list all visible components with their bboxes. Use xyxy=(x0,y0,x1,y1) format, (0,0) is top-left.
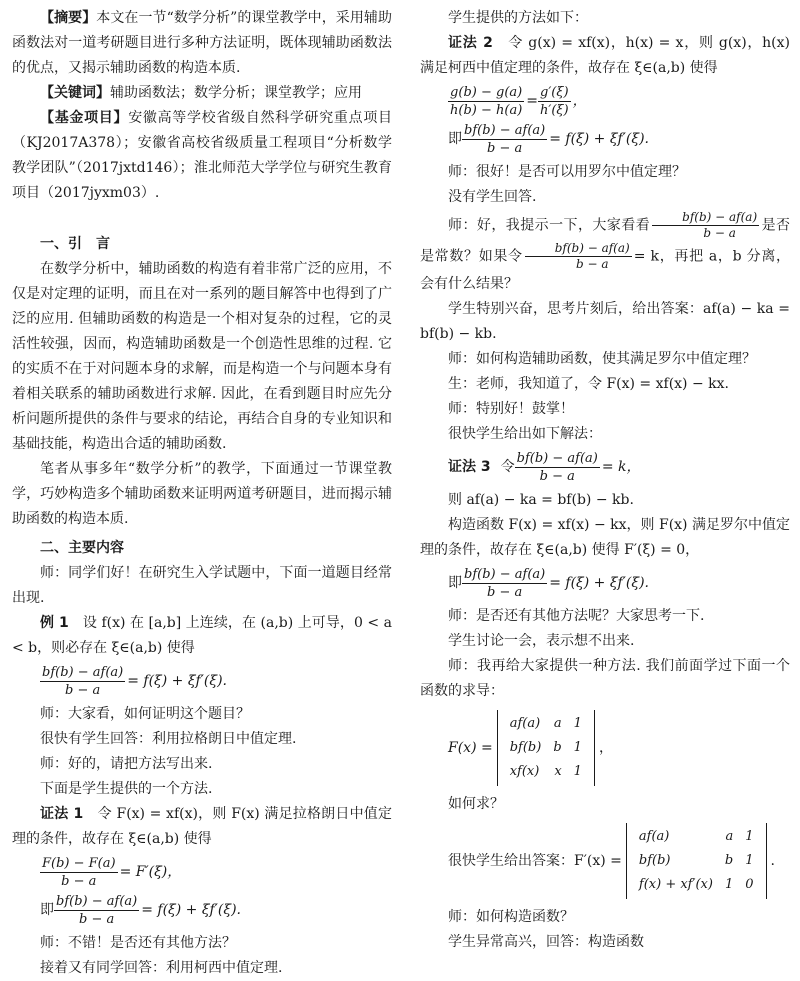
proof-3-denominator: b − a xyxy=(539,469,575,484)
dialogue-line: 学生提供的方法如下： xyxy=(448,10,588,26)
determinant-row xyxy=(633,849,760,873)
determinant-cell: 0 xyxy=(745,877,754,892)
dialogue-line: 师：很好！是否可以用罗尔中值定理？ xyxy=(448,164,686,180)
equation-6-denominator: b − a xyxy=(486,585,523,600)
equation-3-prefix: 即 xyxy=(40,902,54,918)
determinant-cell: a xyxy=(553,716,562,731)
dialogue-line: 师：特别好！鼓掌！ xyxy=(448,401,574,417)
hint-fraction-1-denominator: b − a xyxy=(703,226,736,240)
determinant-2-block xyxy=(420,823,790,899)
equation-2-numerator: F(b) − F(a) xyxy=(42,856,116,871)
proof-2 xyxy=(420,31,790,81)
determinant-cell: 1 xyxy=(573,764,582,779)
equation-2-denominator: b − a xyxy=(61,874,97,889)
determinant-row xyxy=(504,712,588,736)
equation-1-denominator: b − a xyxy=(64,683,101,698)
determinant-2-table xyxy=(633,825,760,897)
hint-text-c: = k，再把 a，b 分离，会有什么结果？ xyxy=(420,248,791,292)
determinant-1 xyxy=(497,710,595,786)
determinant-2 xyxy=(626,823,767,899)
hint-fraction-1 xyxy=(652,210,759,241)
section-1-paragraph-1: 在数学分析中，辅助函数的构造有着非常广泛的应用，不仅是对定理的证明，而且在对一系列的题目解答中也得到了广泛的应用. 但辅助函数的构造是一个相对复杂的过程，它的灵活性较强，因而，构造辅助函数是一个创造性思维的过程. 它的实质不在于对问题本身的求解，而是构造一个与问题本身有着相关联系的辅助函数进行求解. 因此，在看到题目时应先分析问题所提供的条件与要求的结论，再结合自身的专业知识和基础技能，构造出合适的辅助函数. xyxy=(12,261,392,452)
equation-3-denominator: b − a xyxy=(78,912,115,927)
dialogue-line: 生：老师，我知道了，令 F(x) = xf(x) − kx. xyxy=(448,376,729,392)
equation-4-denominator: h(b) − h(a) xyxy=(450,103,523,118)
proof-3-rhs: = k， xyxy=(601,459,641,475)
determinant-row xyxy=(504,760,588,784)
equation-5-prefix: 即 xyxy=(448,131,462,147)
equation-6-numerator: bf(b) − af(a) xyxy=(464,567,546,582)
determinant-cell: 1 xyxy=(745,829,754,844)
proof-3-header xyxy=(420,450,790,485)
determinant-row xyxy=(633,825,760,849)
hint-paragraph xyxy=(420,210,790,297)
dialogue-line: 接着又有同学回答：利用柯西中值定理. xyxy=(40,960,283,976)
dialogue-line: 学生特别兴奋，思考片刻后，给出答案：af(a) − ka = bf(b) − kb. xyxy=(420,301,790,342)
equation-1-fraction xyxy=(40,664,125,699)
determinant-cell: af(a) xyxy=(509,716,541,731)
hint-fraction-2-numerator: bf(b) − af(a) xyxy=(525,241,632,257)
proof-3-numerator: bf(b) − af(a) xyxy=(516,451,598,466)
equation-4-numerator: g(b) − g(a) xyxy=(450,85,523,100)
hint-text-b: 是否是常数？如果令 xyxy=(420,217,791,265)
equation-2-fraction xyxy=(40,855,118,890)
equation-3-rhs: = f(ξ) + ξf′(ξ). xyxy=(141,902,242,918)
determinant-cell: 1 xyxy=(573,740,582,755)
equation-2 xyxy=(12,855,392,890)
section-1-title: 一、引 言 xyxy=(40,236,110,252)
determinant-cell: af(a) xyxy=(638,829,670,844)
determinant-cell: f(x) + xf′(x) xyxy=(638,877,713,892)
hint-fraction-2-denominator: b − a xyxy=(575,257,609,271)
determinant-cell: b xyxy=(553,740,562,755)
dialogue-line: 师：好的，请把方法写出来. xyxy=(40,756,213,772)
equation-4-equals: = xyxy=(526,93,538,109)
dialogue-line: 没有学生回答. xyxy=(448,189,537,205)
dialogue-line: 师：我再给大家提供一种方法. 我们前面学过下面一个函数的求导： xyxy=(420,658,790,699)
determinant-row xyxy=(633,873,760,897)
section-1-paragraph-2: 笔者从事多年“数学分析”的教学，下面通过一节课堂教学，巧妙构造多个辅助函数来证明两道考研题目，进而揭示辅助函数的构造本质. xyxy=(12,461,392,527)
determinant-cell: 1 xyxy=(745,853,754,868)
hint-text-a: 师：好，我提示一下，大家看看 xyxy=(448,217,651,234)
proof-2-text: 令 g(x) = xf(x)，h(x) = x，则 g(x)，h(x) 满足柯西中值定理的条件，故存在 ξ∈(a,b) 使得 xyxy=(420,35,790,76)
equation-6-rhs: = f(ξ) + ξf′(ξ). xyxy=(549,575,650,591)
determinant-1-end: ， xyxy=(598,739,613,756)
dialogue-line: 很快学生给出如下解法： xyxy=(448,426,602,442)
equation-5-rhs: = f(ξ) + ξf′(ξ). xyxy=(549,131,650,147)
proof-1-text: 令 F(x) = xf(x)，则 F(x) 满足拉格朗日中值定理的条件，故存在 ξ∈(a,b) 使得 xyxy=(12,806,392,847)
proof-3-prefix: 令 xyxy=(500,459,515,475)
proof-3-label: 证法 3 xyxy=(448,459,491,475)
keywords-label: 【关键词】 xyxy=(40,85,110,101)
dialogue-line: 师：如何构造函数？ xyxy=(448,909,574,925)
abstract xyxy=(12,6,392,81)
fund-label: 【基金项目】 xyxy=(40,110,129,126)
equation-4 xyxy=(420,84,790,119)
example-1-label: 例 1 xyxy=(40,615,69,631)
hint-fraction-1-numerator: bf(b) − af(a) xyxy=(652,210,759,226)
proof-2-label: 证法 2 xyxy=(448,35,493,51)
determinant-cell: bf(b) xyxy=(509,740,542,755)
keywords xyxy=(12,81,392,106)
equation-5-denominator: b − a xyxy=(486,141,523,156)
determinant-cell: a xyxy=(725,829,734,844)
keywords-text: 辅助函数法；数学分析；课堂教学；应用 xyxy=(110,85,362,101)
determinant-1-block xyxy=(420,710,790,786)
equation-2-rhs: = F′(ξ)， xyxy=(119,864,182,880)
section-2-title: 二、主要内容 xyxy=(40,540,124,556)
determinant-1-lhs: F(x) = xyxy=(448,739,493,756)
section-2-paragraph-1: 师：同学们好！在研究生入学试题中，下面一道题目经常出现. xyxy=(12,565,392,606)
example-1-text: 设 f(x) 在 [a,b] 上连续，在 (a,b) 上可导，0 < a < b，则必存在 ξ∈(a,b) 使得 xyxy=(12,615,393,656)
determinant-cell: xf(x) xyxy=(509,764,540,779)
dialogue-line: 很快有学生回答：利用拉格朗日中值定理. xyxy=(40,731,297,747)
dialogue-line: 学生讨论一会，表示想不出来. xyxy=(448,633,635,649)
right-column xyxy=(420,6,790,955)
equation-5-fraction xyxy=(462,122,547,157)
equation-6-prefix: 即 xyxy=(448,575,462,591)
determinant-cell: x xyxy=(554,764,562,779)
equation-3 xyxy=(12,893,392,928)
equation-1-numerator: bf(b) − af(a) xyxy=(42,665,124,680)
fund xyxy=(12,106,392,206)
determinant-2-end: . xyxy=(770,852,775,869)
equation-3-fraction xyxy=(54,893,139,928)
equation-5-numerator: bf(b) − af(a) xyxy=(464,123,546,138)
equation-4-fraction-right xyxy=(538,84,571,119)
determinant-cell: 1 xyxy=(724,877,734,892)
dialogue-line: 师：大家看，如何证明这个题目？ xyxy=(40,706,250,722)
dialogue-line: 则 af(a) − ka = bf(b) − kb. xyxy=(448,492,634,508)
left-column xyxy=(12,6,392,981)
fund-text: 安徽高等学校省级自然科学研究重点项目（KJ2017A378）；安徽省高校省级质量工程项目“分析数学教学团队”（2017jxtd146）；淮北师范大学学位与研究生教育项目（2017jyxm03）. xyxy=(12,110,393,201)
determinant-cell: 1 xyxy=(573,716,582,731)
equation-3-numerator: bf(b) − af(a) xyxy=(56,894,138,909)
abstract-label: 【摘要】 xyxy=(40,10,97,26)
equation-1-rhs: = f(ξ) + ξf′(ξ). xyxy=(127,673,228,689)
equation-4-end: ， xyxy=(572,93,587,109)
equation-4-numerator-2: g′(ξ) xyxy=(540,85,569,100)
dialogue-line: 下面是学生提供的一个方法. xyxy=(40,781,213,797)
determinant-cell: b xyxy=(724,853,734,868)
equation-5 xyxy=(420,122,790,157)
hint-fraction-2 xyxy=(525,241,632,272)
dialogue-line: 师：不错！是否还有其他方法？ xyxy=(40,935,236,951)
equation-4-fraction-left xyxy=(448,84,524,119)
determinant-1-table xyxy=(504,712,588,784)
dialogue-line: 构造函数 F(x) = xf(x) − kx，则 F(x) 满足罗尔中值定理的条件，故存在 ξ∈(a,b) 使得 F′(ξ) = 0， xyxy=(420,517,790,558)
equation-1 xyxy=(12,664,392,699)
determinant-row xyxy=(504,736,588,760)
equation-6-fraction xyxy=(462,566,547,601)
determinant-cell: bf(b) xyxy=(638,853,671,868)
proof-1 xyxy=(12,802,392,852)
proof-1-label: 证法 1 xyxy=(40,806,84,822)
equation-4-denominator-2: h′(ξ) xyxy=(540,103,569,118)
dialogue-line: 师：是否还有其他方法呢？大家思考一下. xyxy=(448,608,705,624)
determinant-2-lhs: 很快学生给出答案：F′(x) = xyxy=(448,852,622,869)
example-1 xyxy=(12,611,392,661)
dialogue-line: 如何求？ xyxy=(448,796,504,812)
equation-6 xyxy=(420,566,790,601)
dialogue-line: 师：如何构造辅助函数，使其满足罗尔中值定理？ xyxy=(448,351,756,367)
proof-3-fraction xyxy=(515,450,600,485)
abstract-text: 本文在一节“数学分析”的课堂教学中，采用辅助函数法对一道考研题目进行多种方法证明，既体现辅助函数法的优点，又揭示辅助函数的构造本质. xyxy=(12,10,392,76)
dialogue-line: 学生异常高兴，回答：构造函数 xyxy=(448,934,644,950)
